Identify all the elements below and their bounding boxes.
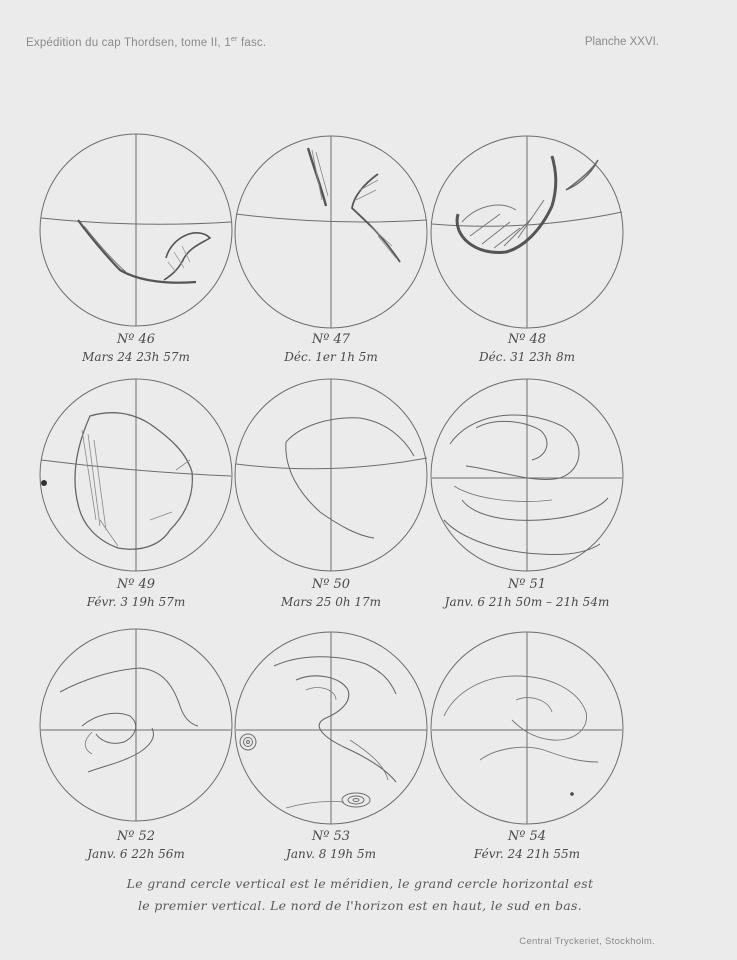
plate-number: Planche XXVI. [584,36,659,48]
figure-54-diagram [431,632,623,824]
figure-49-diagram [40,379,232,571]
figure-47-date: Déc. 1er 1h 5m [284,350,378,364]
figure-48-date: Déc. 31 23h 8m [479,350,575,364]
figure-47-diagram [235,136,427,328]
figure-49-date: Févr. 3 19h 57m [86,595,186,609]
figure-52-diagram [40,629,232,821]
legend-line-2: le premier vertical. Le nord de l'horizon est en haut, le sud en bas. [137,898,582,913]
figure-50-number: Nº 50 [311,577,351,592]
printer-credit: Central Tryckeriet, Stockholm. [519,936,655,947]
figure-51-number: Nº 51 [507,577,547,592]
page-header-title: Expédition du cap Thordsen, tome II, 1er fasc. [26,36,267,49]
figure-50-diagram [235,379,427,571]
figure-48-number: Nº 48 [507,332,547,347]
figure-53-date: Janv. 8 19h 5m [286,847,376,861]
figure-52-date: Janv. 6 22h 56m [87,847,185,861]
figure-46-number: Nº 46 [116,332,156,347]
figure-48-diagram [431,136,623,328]
legend-line-1: Le grand cercle vertical est le méridien, le grand cercle horizontal est [126,876,594,891]
figure-52-number: Nº 52 [116,829,156,844]
figure-49-number: Nº 49 [116,577,156,592]
figure-46-diagram [40,134,232,326]
figure-51-date: Janv. 6 21h 50m – 21h 54m [444,595,610,609]
figure-50-date: Mars 25 0h 17m [280,595,382,609]
figure-53-diagram [235,632,427,824]
figure-47-number: Nº 47 [311,332,351,347]
figure-54-date: Févr. 24 21h 55m [473,847,581,861]
figure-51-diagram [431,379,623,571]
figure-53-number: Nº 53 [311,829,351,844]
figure-54-number: Nº 54 [507,829,547,844]
figure-46-date: Mars 24 23h 57m [82,350,190,364]
